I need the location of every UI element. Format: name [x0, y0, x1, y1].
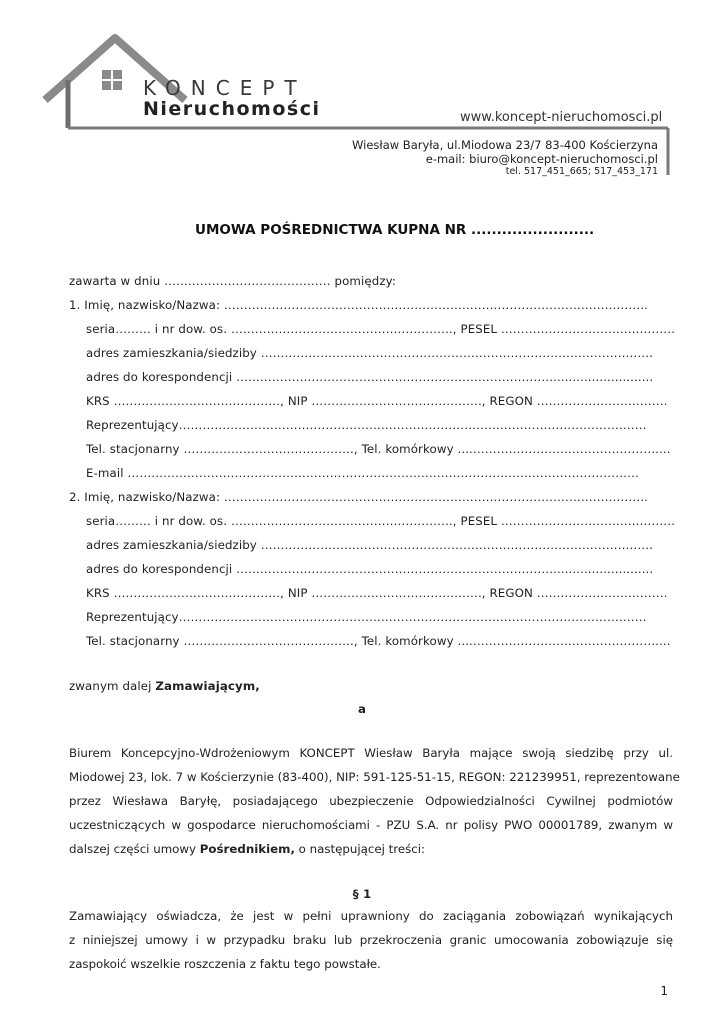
client-designation-prefix: zwanym dalej	[69, 679, 156, 693]
contract-date-line: zawarta w dniu …………………………………… pomiędzy:	[69, 274, 396, 288]
agent-paragraph-line-4: uczestniczących w gospodarce nieruchomościami - PZU S.A. nr polisy PWO 00001789, zwanym w	[69, 818, 673, 832]
party1-id-field: seria……… i nr dow. os. ……………………………………………….., PESEL ……………………………..………	[86, 322, 676, 336]
party1-representative-field: Reprezentujący……………………………………………………………………………………………………….	[86, 418, 647, 432]
agent-designation-term: Pośrednikiem,	[199, 842, 295, 856]
address-line: Wiesław Baryła, ul.Miodowa 23/7 83-400 Kościerzyna	[352, 138, 658, 152]
page-number: 1	[660, 984, 668, 998]
party2-registry-field: KRS ……………………………………, NIP ……………………………………., REGON ……………………………	[86, 586, 668, 600]
party2-phone-field: Tel. stacjonarny ……………………………………., Tel. komórkowy ....……………….………………………....	[86, 634, 671, 648]
brand-name-bottom: Nieruchomości	[143, 98, 321, 120]
website-url: www.koncept-nieruchomosci.pl	[460, 110, 663, 125]
client-designation-term: Zamawiającym,	[155, 679, 260, 693]
party2-representative-field: Reprezentujący……………………………………………………………………………………………………….	[86, 610, 647, 624]
party1-phone-field: Tel. stacjonarny ……………………………………., Tel. komórkowy ....……………….………………………....	[86, 442, 671, 456]
party1-email-field: E-mail …………………………………………………………………………………………………………………	[86, 466, 640, 480]
brand-name-top: KONCEPT	[143, 76, 307, 100]
agent-paragraph-line-2: Miodowej 23, lok. 7 w Kościerzynie (83-400), NIP: 591-125-51-15, REGON: 221239951, reprezentowane	[69, 770, 680, 784]
party2-correspondence-field: adres do korespondencji ……………….……………………………………………………...........................	[86, 562, 654, 576]
party1-address-field: adres zamieszkania/siedziby ………………………………………………………………………………….…..	[86, 346, 653, 360]
section-1-line-3: zaspokoić wszelkie roszczenia z faktu tego powstałe.	[69, 957, 381, 971]
party1-registry-field: KRS ……………………………………, NIP ……………………………………., REGON ……………………………	[86, 394, 668, 408]
agent-paragraph-line-3: przez Wiesława Baryłę, posiadającego ubezpieczenie Odpowiedzialności Cywilnej podmiotów	[69, 794, 673, 808]
section-1-heading: § 1	[352, 887, 372, 901]
section-1-line-1: Zamawiający oświadcza, że jest w pełni uprawniony do zaciągania zobowiązań wynikających	[69, 909, 673, 923]
conjunction-and: a	[357, 702, 367, 716]
agent-paragraph-prefix: dalszej części umowy	[69, 842, 200, 856]
party1-name-field: 1. Imię, nazwisko/Nazwa: ……………………………………………………………………………………………..	[69, 298, 649, 312]
party2-name-field: 2. Imię, nazwisko/Nazwa: ……………………………………………………………………………………………..	[69, 490, 649, 504]
section-1-line-2: z niniejszej umowy i w przypadku braku lub przekroczenia granic umocowania zobowiązuje się	[69, 933, 673, 947]
document-title: UMOWA POŚREDNICTWA KUPNA NR ........................	[195, 222, 595, 238]
party2-address-field: adres zamieszkania/siedziby ………………………………………………………………………………….…..	[86, 538, 653, 552]
client-designation	[69, 679, 260, 693]
phone-line: tel. 517_451_665; 517_453_171	[505, 166, 658, 177]
agent-paragraph-line-1: Biurem Koncepcyjno-Wdrożeniowym KONCEPT Wiesław Baryła mające swoją siedzibę przy ul.	[69, 746, 673, 760]
email-line: e-mail: biuro@koncept-nieruchomosci.pl	[425, 152, 658, 166]
agent-paragraph-line-5	[69, 842, 673, 856]
party2-id-field: seria……… i nr dow. os. ……………………………………………….., PESEL ……………………………..………	[86, 514, 676, 528]
party1-correspondence-field: adres do korespondencji ……………….……………………………………………………...........................	[86, 370, 654, 384]
agent-paragraph-suffix: o następującej treści:	[294, 842, 425, 856]
